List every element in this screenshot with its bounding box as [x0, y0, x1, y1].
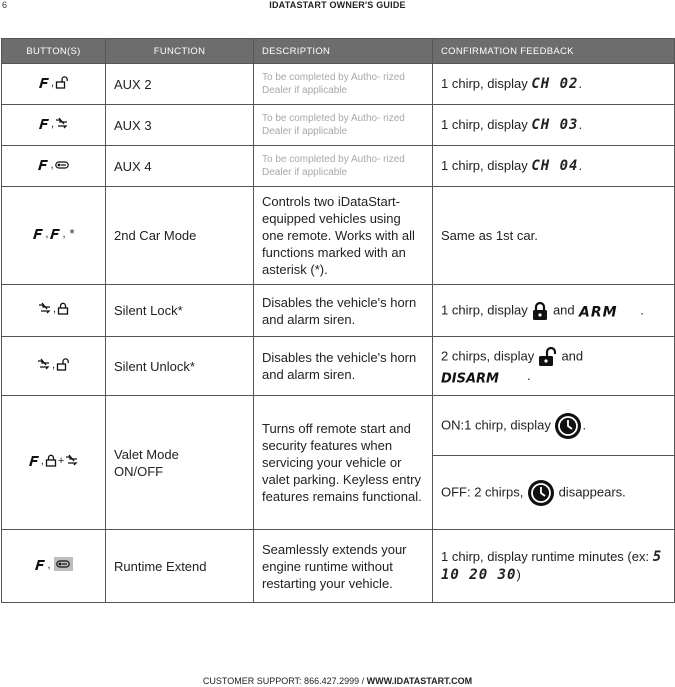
description: Turns off remote start and security features when servicing your vehicle or valet parking. Keyless entry features remains functional.	[254, 396, 433, 530]
unlock-icon	[56, 358, 70, 371]
lcd-display: CH 02	[531, 76, 579, 92]
table-row	[2, 105, 675, 146]
key-icon	[55, 159, 70, 171]
trunk-icon	[55, 117, 69, 130]
button-combo: , +	[2, 396, 106, 530]
header-description: DESCRIPTION	[254, 39, 433, 64]
table-header-row	[2, 39, 675, 64]
function-name: AUX 4	[106, 146, 254, 187]
trunk-icon	[65, 454, 79, 467]
feedback: 1 chirp, display runtime minutes (ex: 5 10 20 30)	[433, 530, 675, 603]
description: Disables the vehicle's horn and alarm siren.	[254, 337, 433, 396]
description: To be completed by Autho- rized Dealer if applicable	[254, 146, 433, 187]
button-combo: ,	[2, 337, 106, 396]
header-buttons: BUTTON(S)	[2, 39, 106, 64]
logo-icon	[38, 118, 50, 130]
logo-icon	[38, 77, 50, 89]
unlock-icon	[55, 76, 69, 89]
logo-icon	[28, 455, 40, 467]
trunk-icon	[37, 358, 51, 371]
button-combo: ,	[2, 146, 106, 187]
table-row	[2, 146, 675, 187]
svg-text:ARM: ARM	[579, 304, 618, 319]
button-combo: ,	[2, 105, 106, 146]
locked-padlock-icon	[531, 301, 549, 321]
function-name: Silent Lock*	[106, 285, 254, 337]
table-row	[2, 285, 675, 337]
feedback: 1 chirp, display CH 03.	[433, 105, 675, 146]
logo-icon	[32, 228, 44, 240]
valet-clock-icon	[554, 412, 582, 440]
table-row	[2, 530, 675, 603]
function-name: 2nd Car Mode	[106, 187, 254, 285]
lcd-display: CH 04	[531, 158, 579, 174]
page-title: IDATASTART OWNER'S GUIDE	[269, 0, 406, 10]
feedback: 1 chirp, display CH 02.	[433, 64, 675, 105]
disarm-logo	[441, 370, 527, 385]
description: To be completed by Autho- rized Dealer if applicable	[254, 64, 433, 105]
function-table	[1, 38, 675, 603]
function-name: AUX 2	[106, 64, 254, 105]
key-icon	[56, 558, 71, 570]
feedback-off: OFF: 2 chirps, disappears.	[433, 456, 675, 530]
lock-icon	[57, 302, 69, 315]
button-combo: ,	[2, 530, 106, 603]
header-confirmation: CONFIRMATION FEEDBACK	[433, 39, 675, 64]
lcd-display: 5 10 20 30	[441, 549, 663, 583]
feedback: 2 chirps, display and DISARM .	[433, 337, 675, 396]
table-row	[2, 396, 675, 456]
logo-icon	[37, 159, 49, 171]
description: Seamlessly extends your engine runtime without restarting your vehicle.	[254, 530, 433, 603]
description: Controls two iDataStart-equipped vehicles using one remote. Works with all functions marked with an asterisk (*).	[254, 187, 433, 285]
table-row	[2, 337, 675, 396]
function-name: Silent Unlock*	[106, 337, 254, 396]
button-combo: ,	[2, 285, 106, 337]
trunk-icon	[38, 302, 52, 315]
button-combo: , , *	[2, 187, 106, 285]
valet-clock-icon	[527, 479, 555, 507]
logo-icon	[34, 559, 46, 571]
description: Disables the vehicle's horn and alarm siren.	[254, 285, 433, 337]
asterisk: *	[69, 226, 75, 241]
button-combo: ,	[2, 64, 106, 105]
function-name: AUX 3	[106, 105, 254, 146]
feedback: 1 chirp, display and ARM .	[433, 285, 675, 337]
table-row	[2, 187, 675, 285]
lock-icon	[45, 454, 57, 467]
feedback-on: ON:1 chirp, display .	[433, 396, 675, 456]
arm-logo	[578, 303, 640, 319]
logo-icon	[49, 228, 61, 240]
feedback: 1 chirp, display CH 04.	[433, 146, 675, 187]
function-name: Runtime Extend	[106, 530, 254, 603]
svg-text:DISARM: DISARM	[441, 371, 499, 385]
function-name: Valet Mode ON/OFF	[106, 396, 254, 530]
header-function: FUNCTION	[106, 39, 254, 64]
description: To be completed by Autho- rized Dealer if applicable	[254, 105, 433, 146]
website-link[interactable]: WWW.IDATASTART.COM	[366, 676, 473, 686]
lcd-display: CH 03	[531, 117, 579, 133]
table-row	[2, 64, 675, 105]
unlocked-padlock-icon	[538, 347, 558, 367]
page-number: 6	[2, 0, 8, 10]
page-footer: CUSTOMER SUPPORT: 866.427.2999 / WWW.IDATASTART.COM	[202, 676, 473, 686]
feedback: Same as 1st car.	[433, 187, 675, 285]
